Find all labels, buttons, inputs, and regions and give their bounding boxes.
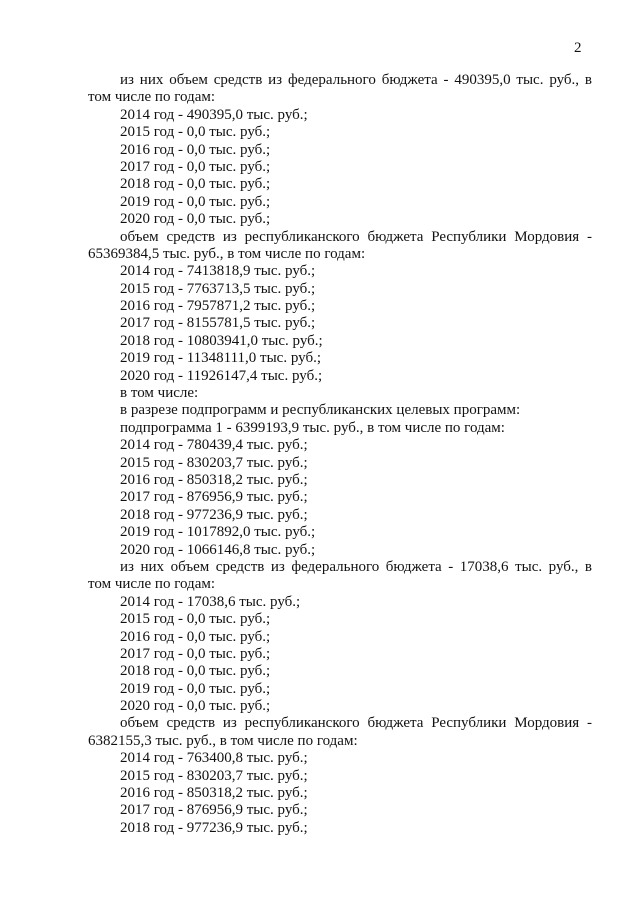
- text-line: 2014 год - 763400,8 тыс. руб.;: [120, 750, 308, 767]
- text-line: объем средств из республиканского бюджета Республики Мордовия -: [120, 228, 592, 245]
- document-body: [88, 72, 592, 837]
- text-line: 2017 год - 0,0 тыс. руб.;: [120, 158, 271, 175]
- text-line: объем средств из республиканского бюджета Республики Мордовия -: [120, 715, 592, 732]
- text-line: 2014 год - 7413818,9 тыс. руб.;: [120, 263, 316, 280]
- text-line: 2017 год - 876956,9 тыс. руб.;: [120, 489, 308, 506]
- text-line: 2020 год - 1066146,8 тыс. руб.;: [120, 541, 316, 558]
- text-line: том числе по годам:: [88, 576, 216, 593]
- text-line: 2015 год - 830203,7 тыс. руб.;: [120, 454, 308, 471]
- text-line: 2015 год - 7763713,5 тыс. руб.;: [120, 280, 316, 297]
- text-line: 2019 год - 0,0 тыс. руб.;: [120, 193, 271, 210]
- text-line: 2015 год - 830203,7 тыс. руб.;: [120, 767, 308, 784]
- text-line: 2015 год - 0,0 тыс. руб.;: [120, 124, 271, 141]
- text-line: 2018 год - 977236,9 тыс. руб.;: [120, 819, 308, 836]
- text-line: 2017 год - 0,0 тыс. руб.;: [120, 645, 271, 662]
- text-line: 2019 год - 1017892,0 тыс. руб.;: [120, 524, 316, 541]
- text-line: 2018 год - 977236,9 тыс. руб.;: [120, 506, 308, 523]
- page-number: 2: [574, 40, 582, 56]
- text-line: 2016 год - 850318,2 тыс. руб.;: [120, 471, 308, 488]
- text-line: 2014 год - 780439,4 тыс. руб.;: [120, 437, 308, 454]
- text-line: 2020 год - 0,0 тыс. руб.;: [120, 698, 271, 715]
- text-line: 2018 год - 0,0 тыс. руб.;: [120, 176, 271, 193]
- text-line: 2018 год - 10803941,0 тыс. руб.;: [120, 332, 323, 349]
- text-line: 2017 год - 8155781,5 тыс. руб.;: [120, 315, 316, 332]
- text-line: 2015 год - 0,0 тыс. руб.;: [120, 611, 271, 628]
- text-line: 2019 год - 11348111,0 тыс. руб.;: [120, 350, 321, 367]
- text-line: в том числе:: [120, 385, 199, 402]
- text-line: 2020 год - 0,0 тыс. руб.;: [120, 211, 271, 228]
- text-line: 2016 год - 0,0 тыс. руб.;: [120, 628, 271, 645]
- text-line: 2019 год - 0,0 тыс. руб.;: [120, 680, 271, 697]
- text-line: из них объем средств из федерального бюджета - 17038,6 тыс. руб., в: [120, 558, 592, 575]
- text-line: 2016 год - 0,0 тыс. руб.;: [120, 141, 271, 158]
- text-line: 2017 год - 876956,9 тыс. руб.;: [120, 802, 308, 819]
- text-line: 2016 год - 850318,2 тыс. руб.;: [120, 785, 308, 802]
- text-line: 2014 год - 490395,0 тыс. руб.;: [120, 106, 308, 123]
- text-line: подпрограмма 1 - 6399193,9 тыс. руб., в том числе по годам:: [120, 419, 505, 436]
- text-line: 2014 год - 17038,6 тыс. руб.;: [120, 593, 301, 610]
- text-line: 6382155,3 тыс. руб., в том числе по годам:: [88, 732, 358, 749]
- text-line: 2020 год - 11926147,4 тыс. руб.;: [120, 367, 323, 384]
- text-line: 2016 год - 7957871,2 тыс. руб.;: [120, 298, 316, 315]
- text-line: из них объем средств из федерального бюджета - 490395,0 тыс. руб., в: [120, 72, 592, 88]
- text-line: том числе по годам:: [88, 89, 216, 106]
- text-line: 65369384,5 тыс. руб., в том числе по годам:: [88, 245, 366, 262]
- text-line: в разрезе подпрограмм и республиканских целевых программ:: [120, 402, 521, 419]
- text-line: 2018 год - 0,0 тыс. руб.;: [120, 663, 271, 680]
